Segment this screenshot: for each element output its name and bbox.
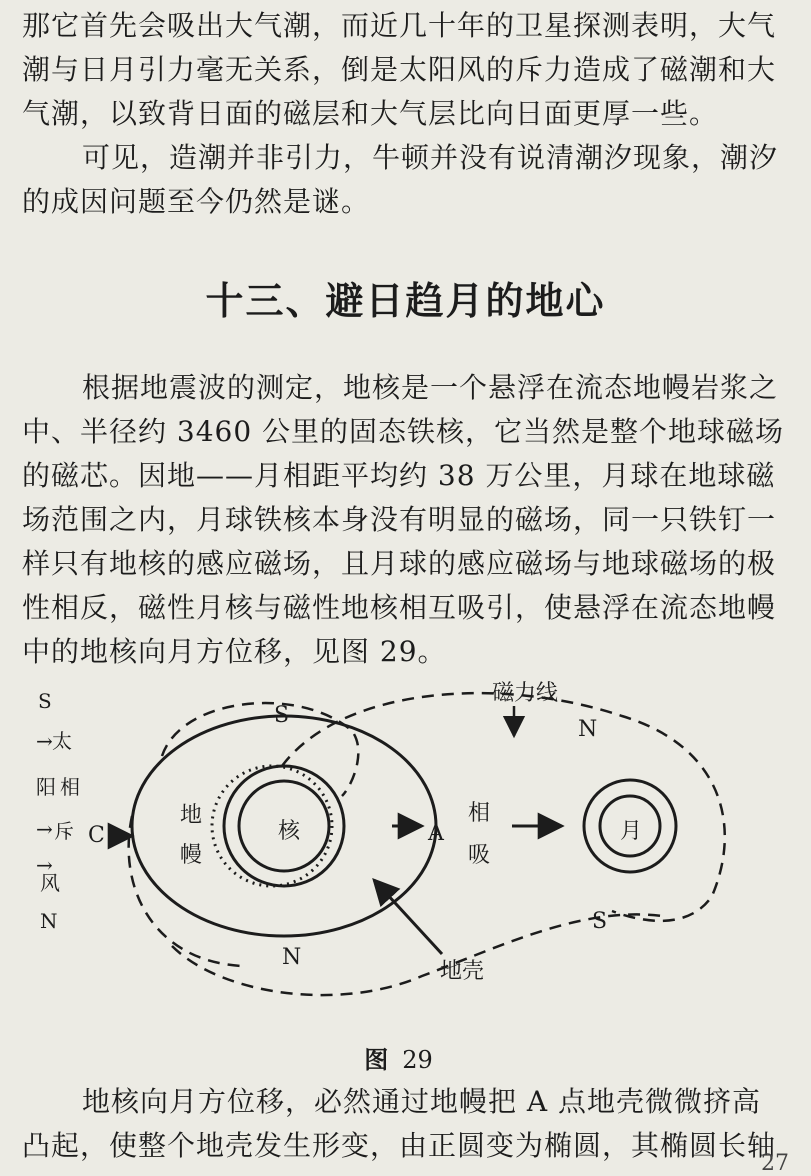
text-line: 性相反，磁性月核与磁性地核相互吸引，使悬浮在流态地幔 bbox=[22, 591, 777, 624]
text-line: 根据地震波的测定，地核是一个悬浮在流态地幔岩浆之 bbox=[82, 371, 779, 404]
text-line: 中、半径约 3460 公里的固态铁核，它当然是整个地球磁场 bbox=[22, 415, 785, 448]
magnetic-field-lines bbox=[129, 693, 725, 995]
label-attract-1: 相 bbox=[468, 801, 491, 826]
label-moon: 月 bbox=[620, 819, 643, 844]
page-number: 27 bbox=[761, 1151, 789, 1176]
caption-label: 图 bbox=[364, 1045, 389, 1074]
label-n-top: N bbox=[578, 717, 598, 742]
section-heading: 十三、避日趋月的地心 bbox=[205, 279, 606, 323]
intro-paragraph bbox=[22, 4, 782, 224]
figure-caption bbox=[0, 1040, 811, 1075]
solar-wind-label bbox=[36, 689, 80, 933]
label-chi: 斥 bbox=[54, 819, 74, 843]
text-line: 地核向月方位移，必然通过地幔把 A 点地壳微微挤高 bbox=[82, 1085, 762, 1118]
text-line: 潮与日月引力毫无关系，倒是太阳风的斥力造成了磁潮和大 bbox=[22, 53, 777, 86]
label-s-bottom: S bbox=[592, 909, 608, 934]
text-line: 场范围之内，月球铁核本身没有明显的磁场，同一只铁钉一 bbox=[22, 503, 777, 536]
text-line: 气潮，以致背日面的磁层和大气层比向日面更厚一些。 bbox=[22, 97, 719, 130]
label-s: S bbox=[38, 689, 52, 713]
text-line: 凸起，使整个地壳发生形变，由正圆变为椭圆，其椭圆长轴 bbox=[22, 1129, 777, 1162]
label-point-c: C bbox=[88, 823, 105, 848]
outro-paragraph bbox=[22, 1080, 782, 1168]
text-line: 的成因问题至今仍然是谜。 bbox=[22, 185, 371, 218]
label-yang: 阳 bbox=[36, 775, 56, 799]
label-n-bottom: N bbox=[282, 945, 302, 970]
label-mantle-1: 地 bbox=[180, 803, 203, 828]
label-core: 核 bbox=[278, 819, 301, 844]
label-crust: 地壳 bbox=[440, 959, 485, 984]
text-line: 中的地核向月方位移，见图 29。 bbox=[22, 635, 447, 668]
diagram-labels bbox=[88, 681, 642, 984]
text-line: 的磁芯。因地——月相距平均约 38 万公里，月球在地球磁 bbox=[22, 459, 776, 492]
arrow-glyph: → bbox=[36, 729, 53, 753]
text-line: 可见，造潮并非引力，牛顿并没有说清潮汐现象，潮汐 bbox=[82, 141, 779, 174]
caption-number: 29 bbox=[402, 1046, 433, 1074]
label-feng: 风 bbox=[40, 871, 60, 895]
label-attract-2: 吸 bbox=[468, 843, 491, 868]
label-point-a: A bbox=[428, 821, 444, 846]
figure-29 bbox=[22, 676, 782, 1056]
label-magnetic-line: 磁力线 bbox=[492, 681, 559, 706]
arrow-glyph: → bbox=[36, 853, 53, 877]
label-tai: 太 bbox=[52, 729, 72, 753]
arrow-glyph: → bbox=[36, 817, 53, 841]
body-paragraph bbox=[22, 366, 785, 674]
label-s-top: S bbox=[274, 703, 290, 728]
label-xiang: 相 bbox=[60, 775, 80, 799]
label-n: N bbox=[40, 909, 58, 933]
earth-moon-diagram bbox=[22, 676, 782, 1056]
text-line: 那它首先会吸出大气潮，而近几十年的卫星探测表明，大气 bbox=[22, 9, 777, 42]
text-line: 样只有地核的感应磁场，且月球的感应磁场与地球磁场的极 bbox=[22, 547, 777, 580]
label-mantle-2: 幔 bbox=[180, 843, 203, 868]
